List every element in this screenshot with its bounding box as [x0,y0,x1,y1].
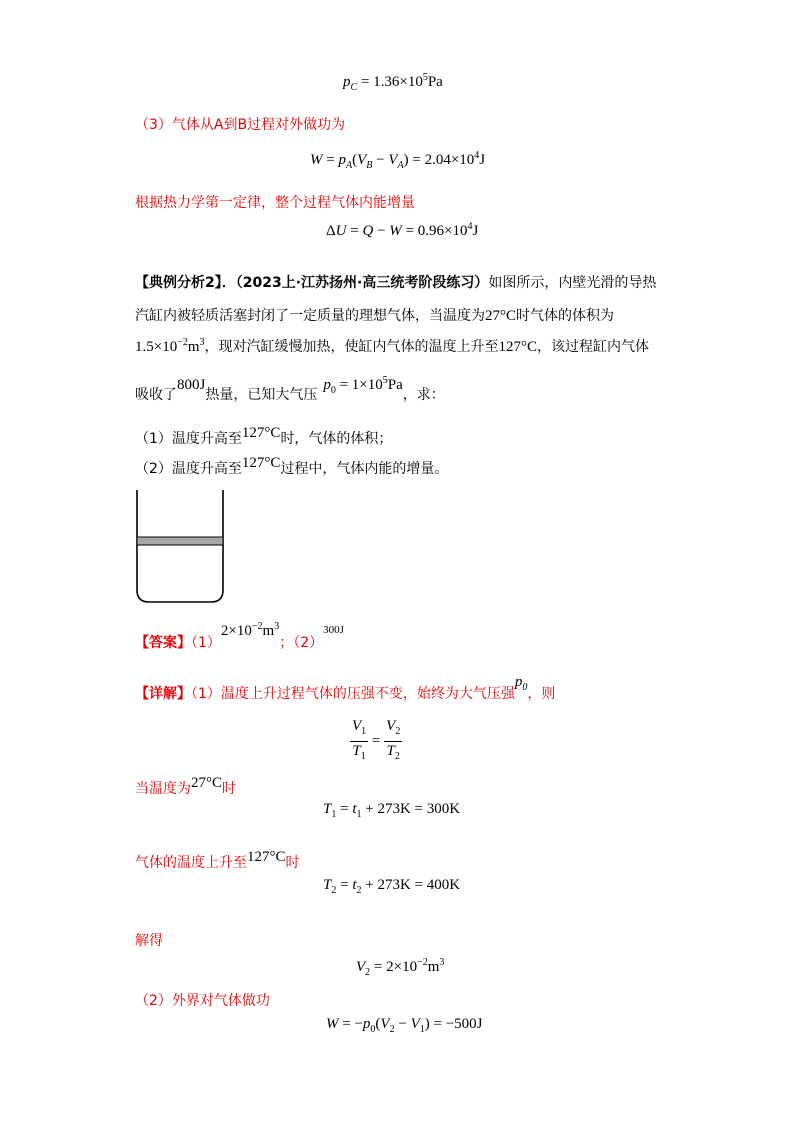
question-1 [135,425,393,448]
eq-pc: $p_C = 1.36\times 10^5Pa$ [343,72,443,93]
gas-temp-suffix: 时 [285,855,300,871]
problem-line-4c: ，求： [402,387,445,403]
q2-prefix: （2）温度升高至 [135,461,242,477]
answer-1-value: $2\times 10^{-2}m^3$ [220,621,280,639]
q1-suffix: 时，气体的体积； [280,431,393,447]
example-line-1 [135,272,656,292]
gas-temp-line [135,849,300,872]
temp-27: 27°C [485,308,517,324]
example-line-4 [135,375,445,406]
q1-temp: 127°C [241,425,281,441]
answer-tag: 【答案】 [135,635,191,651]
problem-line-1: 如图所示，内壁光滑的导热 [488,275,657,291]
when-temp-suffix: 时 [222,781,237,797]
temp-127: 127°C [498,339,538,355]
eq-ratio: $\frac{V_1}{T_1}$ = $\frac{V_2}{T_2}$ [352,718,401,762]
eq-v2: $V_2 = 2\times 10^{-2}m^3$ [356,957,445,978]
example-line-3 [135,336,649,356]
detail-text: （1）温度上升过程气体的压强不变，始终为大气压强 [191,686,515,702]
eq-delta-u: $\Delta U = Q - W = 0.96\times 10^4J$ [326,221,479,239]
when-temp-line [135,775,237,798]
q2-suffix: 过程中，气体内能的增量。 [280,461,449,477]
heat-800: 800J [177,377,206,393]
eq-t2: $T_2 = t_2 + 273K = 400K$ [323,877,461,896]
q2-temp: 127°C [241,455,281,471]
problem-line-3a: ，现对汽缸缓慢加热，使缸内气体的温度上升至 [204,339,499,355]
step2-work-label: （2）外界对气体做功 [135,993,270,1009]
eq-w2: $W = -p_0(V_2 - V_1) = -500J$ [326,1016,483,1035]
solve-label: 解得 [135,933,163,949]
detail-line [135,674,556,705]
p0-value: $p_0 = 1\times 10^5Pa$ [323,375,403,396]
detail-p0: $p_0$ [514,674,528,693]
answer-2-label: （2） [293,635,324,651]
question-2 [135,455,449,478]
when-temp-prefix: 当温度为 [135,781,191,797]
answer-1-label: （1） [191,635,221,651]
cylinder-wall [137,490,223,602]
first-law-text: 根据热力学第一定律，整个过程气体内能增量 [135,195,415,211]
problem-line-2b: 时气体的体积为 [516,308,615,324]
when-temp-value: 27°C [191,775,223,791]
answer-2-value: 300J [323,624,344,636]
eq-work-ab: $W = p_A(V_B - V_A) = 2.04\times 10^4J$ [310,150,486,171]
piston [137,537,223,545]
problem-line-4a: 吸收了 [135,387,177,403]
problem-line-4b: 热量，已知大气压 [205,387,318,403]
step3-label: （3）气体从A到B过程对外做功为 [135,117,346,133]
example-tag: 【典例分析2】． [135,275,236,291]
example-source: （2023上·江苏扬州·高三统考阶段练习） [235,275,489,291]
problem-line-2a: 汽缸内被轻质活塞封闭了一定质量的理想气体，当温度为 [135,308,485,324]
gas-temp-value: 127°C [247,849,286,865]
detail-tag: 【详解】 [135,686,191,702]
cylinder-diagram [130,488,230,608]
example-line-2 [135,305,614,325]
problem-line-3b: ，该过程缸内气体 [537,339,650,355]
answer-separator: ； [279,635,294,651]
volume-initial: $1.5\times 10^{-2}m^3$ [135,337,205,355]
eq-t1: $T_1 = t_1 + 273K = 300K$ [323,801,461,820]
detail-then: ，则 [527,686,556,702]
answer-line [135,621,344,652]
q1-prefix: （1）温度升高至 [135,431,242,447]
gas-temp-prefix: 气体的温度上升至 [135,855,247,871]
